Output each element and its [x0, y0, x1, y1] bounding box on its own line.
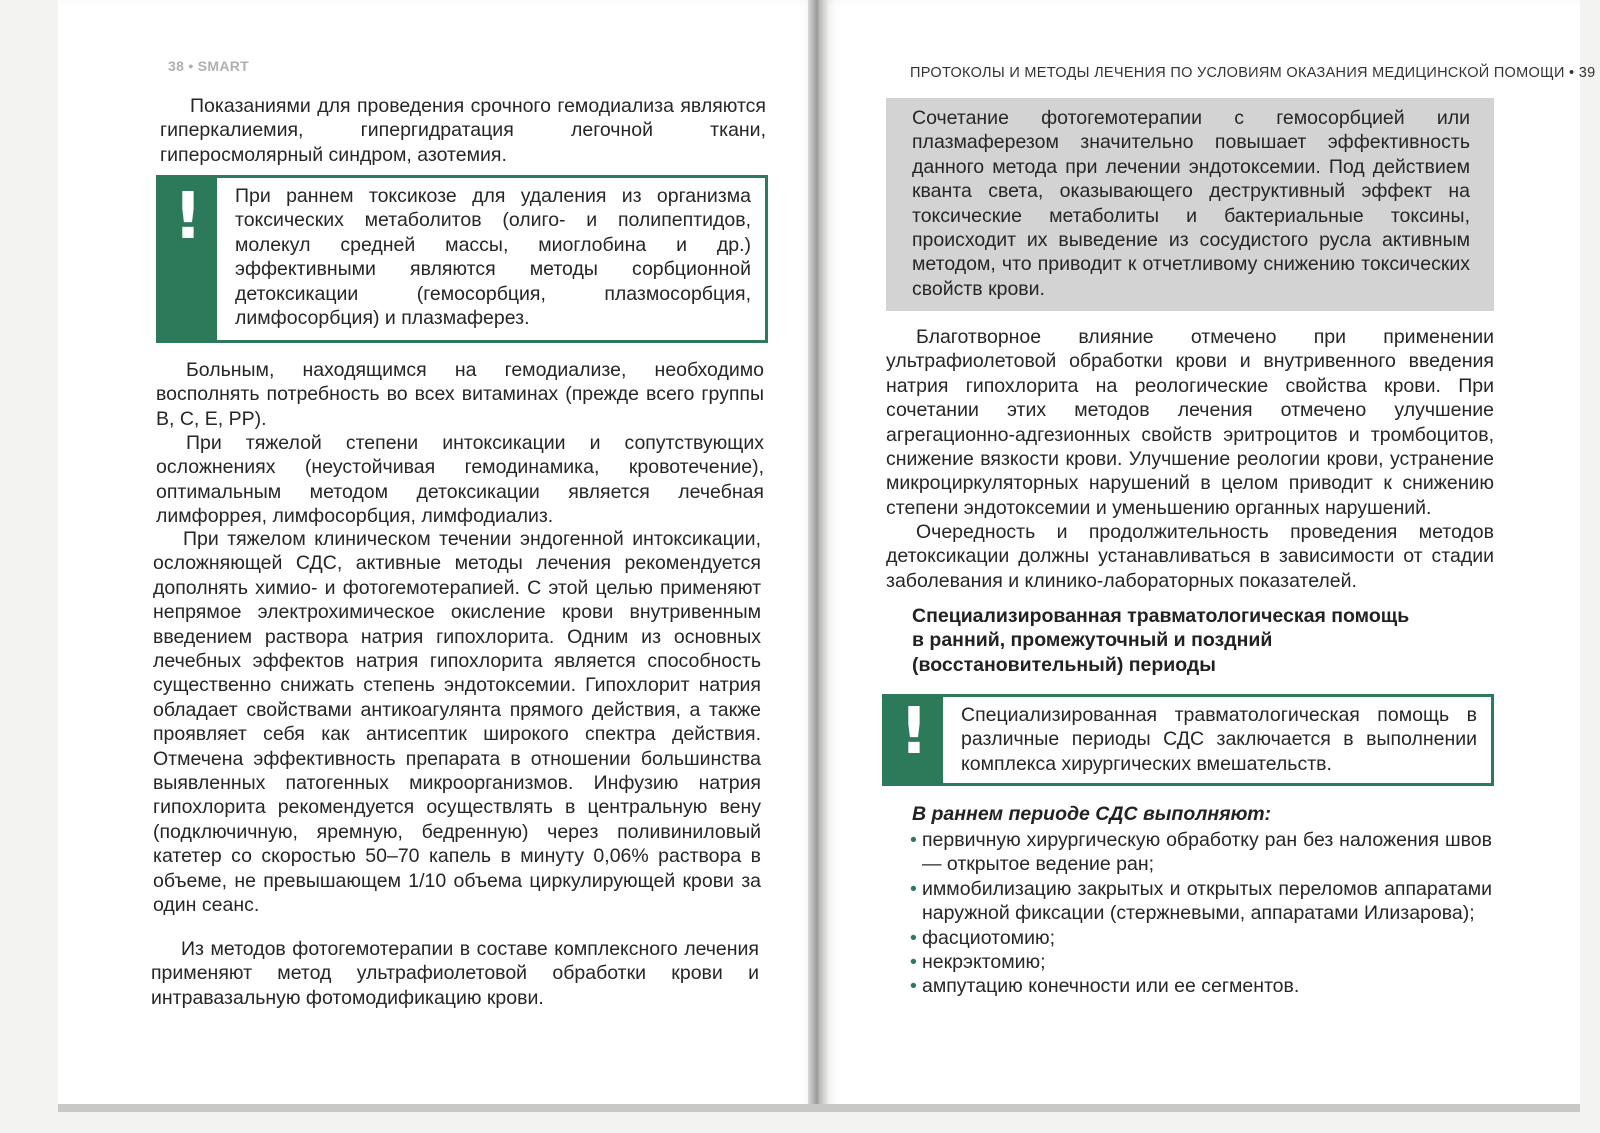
right-notice-bar [885, 697, 943, 783]
right-notice-text: Специализированная травматологическая помощь в различные периоды СДС заключается в выполнении комплекса хирургических вмешательств. [961, 704, 1477, 775]
right-running-head: ПРОТОКОЛЫ И МЕТОДЫ ЛЕЧЕНИЯ ПО УСЛОВИЯМ ОКАЗАНИЯ МЕДИЦИНСКОЙ ПОМОЩИ • 39 [910, 65, 1596, 81]
left-notice-box [156, 175, 768, 343]
left-notice-text: При раннем токсикозе для удаления из организма токсических метаболитов (олиго- и полипептидов, молекул средней массы, миоглобина и др.) эффективными являются методы сорбционной детоксикации (гемосорбция, плазмосорбция, лимфосорбция) и плазмаферез. [235, 185, 751, 330]
right-para-2: Очередность и продолжительность проведения методов детоксикации должны устанавливаться в зависимости от стадии заболевания и клинико-лабораторных показателей. [886, 521, 1494, 592]
list-item: • первичную хирургическую обработку ран без наложения швов — открытое ведение ран; [910, 828, 1492, 877]
exclamation-icon: ! [173, 180, 203, 254]
procedures-list [910, 828, 1492, 999]
right-para-1: Благотворное влияние отмечено при применении ультрафиолетовой обработки крови и внутривенного введения натрия гипохлорита на реологические свойства крови. При сочетании этих методов лечения отмечено улучшение агрегационно-адгезионных свойств эритроцитов и тромбоцитов, снижение вязкости крови. Улучшение реологии крови, устранение микроциркуляторных нарушений в целом приводит к снижению степени эндотоксемии и уменьшению органных нарушений. [886, 326, 1494, 519]
list-item: • иммобилизацию закрытых и открытых переломов аппаратами наружной фиксации (стержневыми, аппаратами Илизарова); [910, 877, 1492, 926]
book-gutter [808, 0, 828, 1110]
left-para-3: При тяжелой степени интоксикации и сопутствующих осложнениях (неустойчивая гемодинамика, кровотечение), оптимальным методом детоксикации является лечебная лимфоррея, лимфосорбция, лимфодиализ. [156, 432, 764, 528]
left-para-1: Показаниями для проведения срочного гемодиализа являются гиперкалиемия, гипергидратация легочной ткани, гиперосмолярный синдром, азотемия. [160, 95, 766, 166]
list-item: • фасциотомию; [910, 926, 1492, 950]
left-running-head: 38 • SMART [168, 58, 250, 74]
left-notice-bar [159, 178, 217, 340]
left-para-2: Больным, находящимся на гемодиализе, необходимо восполнять потребность во всех витаминах (прежде всего группы B, C, E, PP). [156, 359, 764, 430]
exclamation-icon: ! [899, 695, 929, 769]
section-heading-line-1: Специализированная травматологическая помощь [912, 605, 1410, 627]
grey-highlight-box: Сочетание фотогемотерапии с гемосорбцией или плазмаферезом значительно повышает эффективность данного метода при лечении эндотоксемии. Под действием кванта света, оказывающего деструктивный эффект на токсические метаболиты и бактериальные токсины, происходит их выведение из сосудистого русла активным методом, что приводит к отчетливому снижению токсических свойств крови. [886, 98, 1494, 311]
list-item: • некрэктомию; [910, 950, 1492, 974]
subheading-early-period: В раннем периоде СДС выполняют: [912, 803, 1272, 825]
section-heading-line-3: (восстановительный) периоды [912, 653, 1216, 676]
left-para-4: При тяжелом клиническом течении эндогенной интоксикации, осложняющей СДС, активные методы лечения рекомендуется дополнять химио- и фотогемотерапией. С этой целью применяют непрямое электрохимическое окисление крови внутривенным введением раствора натрия гипохлорита. Одним из основных лечебных эффектов натрия гипохлорита является способность существенно снижать степень эндотоксемии. Гипохлорит натрия обладает свойствами антикоагулянта прямого действия, а также проявляет себя как антисептик широкого спектра действия. Отмечена эффективность препарата в отношении большинства выявленных патогенных микроорганизмов. Инфузию натрия гипохлорита рекомендуется осуществлять в центральную вену (подключичную, яремную, бедренную) через поливиниловый катетер со скоростью 50–70 капель в минуту 0,06% раствора в объеме, не превышающем 1/10 объема циркулирующей крови за один сеанс. [153, 528, 761, 917]
page-edge-shadow [58, 1104, 1580, 1112]
right-notice-box [882, 694, 1494, 786]
section-heading-line-2: в ранний, промежуточный и поздний [912, 629, 1273, 652]
list-item: • ампутацию конечности или ее сегментов. [910, 974, 1492, 998]
left-para-5: Из методов фотогемотерапии в составе комплексного лечения применяют метод ультрафиолетовой обработки крови и интравазальную фотомодификацию крови. [151, 938, 759, 1009]
section-heading [912, 604, 1409, 677]
